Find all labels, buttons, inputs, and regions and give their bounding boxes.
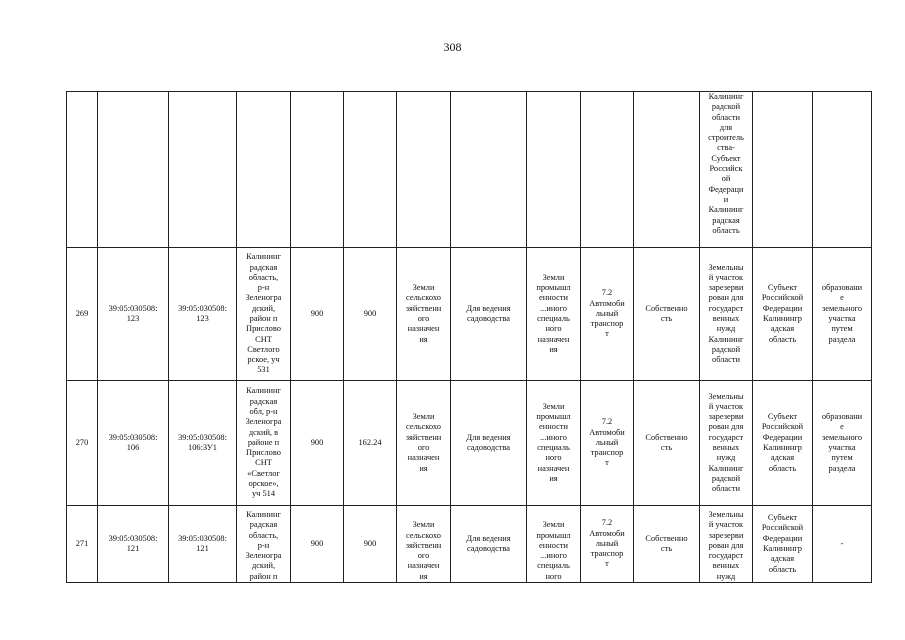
cell-land-category	[397, 92, 451, 248]
cell-action: образовани е земельного участка путем раздела	[813, 248, 872, 381]
cell-area-seized: 900	[344, 248, 397, 381]
cell-encumbrance: Земельны й участок зарезерви рован для государст венных нужд Калининг радской области	[700, 248, 753, 381]
cell-new-cadastral-number	[169, 92, 237, 248]
cell-land-category: Земли сельскохо зяйственн ого назначен ия	[397, 506, 451, 583]
cell-number: 270	[67, 381, 98, 506]
cell-new-land-category: Земли промышл енности ...иного специаль ного	[527, 506, 581, 583]
cell-new-use-code	[581, 92, 634, 248]
page-number: 308	[443, 40, 462, 54]
cell-area: 900	[291, 248, 344, 381]
table-row	[67, 381, 872, 506]
cell-number	[67, 92, 98, 248]
cell-cadastral-number: 39:05:030508: 121	[98, 506, 169, 583]
cell-permitted-use: Для ведения садоводства	[451, 506, 527, 583]
cell-address: Калининг радская область, р-н Зеленогра дский, район п	[237, 506, 291, 583]
cell-owner: Субъект Российской Федерации Калинингр адская область	[753, 381, 813, 506]
cell-new-cadastral-number: 39:05:030508: 121	[169, 506, 237, 583]
cell-encumbrance: Земельны й участок зарезерви рован для государст венных нужд Калининг радской области	[700, 381, 753, 506]
table-row	[67, 506, 872, 583]
cell-area-seized	[344, 92, 397, 248]
cell-new-cadastral-number: 39:05:030508: 106:ЗУ1	[169, 381, 237, 506]
cell-cadastral-number: 39:05:030508: 106	[98, 381, 169, 506]
cell-new-land-category: Земли промышл енности ...иного специаль ного назначен ия	[527, 381, 581, 506]
cell-permitted-use: Для ведения садоводства	[451, 381, 527, 506]
cell-land-category: Земли сельскохо зяйственн ого назначен ия	[397, 248, 451, 381]
cell-number: 271	[67, 506, 98, 583]
cell-area: 900	[291, 381, 344, 506]
cell-ownership: Собственно сть	[634, 248, 700, 381]
cell-ownership: Собственно сть	[634, 506, 700, 583]
cell-new-land-category	[527, 92, 581, 248]
cell-ownership: Собственно сть	[634, 381, 700, 506]
land-plots-table	[66, 91, 872, 583]
table-row	[67, 248, 872, 381]
cell-number: 269	[67, 248, 98, 381]
cell-owner: Субъект Российской Федерации Калинингр адская область	[753, 248, 813, 381]
cell-action: образовани е земельного участка путем раздела	[813, 381, 872, 506]
cell-ownership	[634, 92, 700, 248]
cell-address: Калининг радская обл, р-н Зеленогра дский, в районе п Прислово СНТ «Светлог орское», уч 514	[237, 381, 291, 506]
cell-owner	[753, 92, 813, 248]
cell-new-use-code: 7.2 Автомоби льный транспор т	[581, 381, 634, 506]
cell-permitted-use: Для ведения садоводства	[451, 248, 527, 381]
cell-area-seized: 162.24	[344, 381, 397, 506]
cell-encumbrance: Земельны й участок зарезерви рован для государст венных нужд	[700, 506, 753, 583]
cell-area: 900	[291, 506, 344, 583]
cell-cadastral-number: 39:05:030508: 123	[98, 248, 169, 381]
cell-address: Калининг радская область, р-н Зеленогра дский, район п Прислово СНТ Светлого рское, уч 531	[237, 248, 291, 381]
table-row	[67, 92, 872, 248]
cell-area-seized: 900	[344, 506, 397, 583]
cell-new-use-code: 7.2 Автомоби льный транспор т	[581, 506, 634, 583]
cell-new-land-category: Земли промышл енности ...иного специаль ного назначен ия	[527, 248, 581, 381]
cell-new-use-code: 7.2 Автомоби льный транспор т	[581, 248, 634, 381]
cell-address	[237, 92, 291, 248]
cell-area	[291, 92, 344, 248]
cell-permitted-use	[451, 92, 527, 248]
cell-action	[813, 92, 872, 248]
cell-new-cadastral-number: 39:05:030508: 123	[169, 248, 237, 381]
cell-land-category: Земли сельскохо зяйственн ого назначен ия	[397, 381, 451, 506]
cell-owner: Субъект Российской Федерации Калинингр адская область	[753, 506, 813, 583]
cell-encumbrance: Калининг радской области для строитель ства- Субъект Российск ой Федераци и Калининг радская область	[700, 92, 753, 248]
cell-cadastral-number	[98, 92, 169, 248]
cell-action: -	[813, 506, 872, 583]
